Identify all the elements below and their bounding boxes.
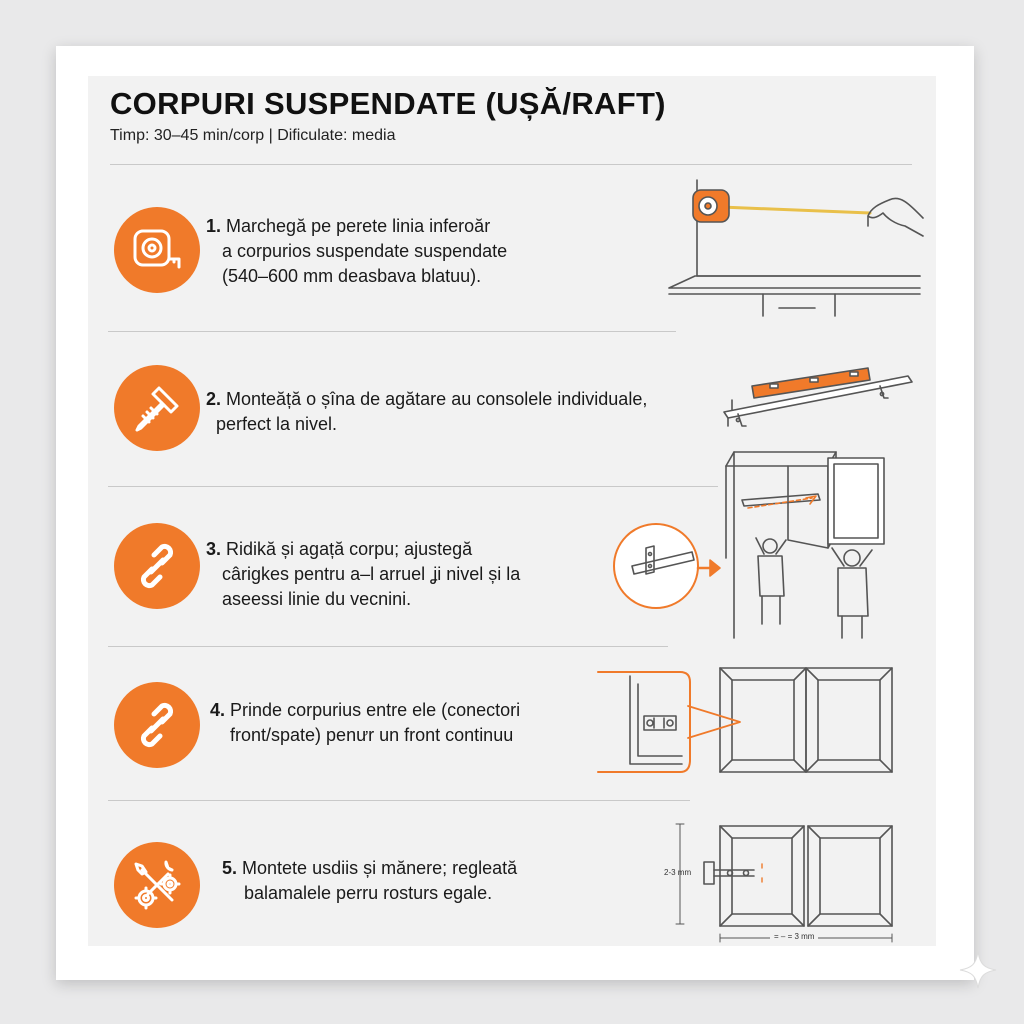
screw-icon (129, 380, 185, 436)
step-line: Prinde corpurius entre ele (conectori (230, 700, 521, 720)
step-line: cârigkes pentru a–l arruel ʝi nivel și la (222, 564, 521, 584)
step-4-illustration-cabinet-connector (570, 664, 900, 780)
chain-link-icon (130, 539, 184, 593)
page-title: CORPURI SUSPENDATE (UȘĂ/RAFT) (110, 86, 666, 121)
divider (108, 646, 668, 647)
step-number: 5. (222, 858, 238, 878)
step-number: 2. (206, 389, 222, 409)
step-line: Montete usdiis și mănere; regleată (242, 858, 518, 878)
step-5-icon-badge (114, 842, 200, 928)
page-subtitle: Timp: 30–45 min/corp | Dificulate: media (110, 127, 396, 144)
step-line: front/spate) penưr un front continuu (230, 725, 514, 745)
chain-link-icon (130, 698, 184, 752)
tools-gear-icon (128, 856, 186, 914)
sparkle-icon (958, 950, 998, 990)
step-line: Montеăță o șîna de agătare au consolele individuale, (226, 389, 648, 409)
step-2-text (206, 387, 647, 437)
step-number: 3. (206, 539, 222, 559)
step-4-icon-badge (114, 682, 200, 768)
step-3-icon-badge (114, 523, 200, 609)
step-line: balamalele perru rosturs egale. (244, 883, 493, 903)
step-line: (540–600 mm deasbava blatuu). (222, 266, 482, 286)
step-1-icon-badge (114, 207, 200, 293)
step-line: a corpurios suspendate suspendate (222, 241, 508, 261)
tape-measure-icon (130, 223, 184, 277)
step-5-text (222, 856, 517, 906)
step-2-icon-badge (114, 365, 200, 451)
step-line: Ridikă și agață corpu; ajustegă (226, 539, 473, 559)
gap-dimension-label: 2-3 mm (664, 868, 692, 877)
step-3-illustration-lifting-cabinet (606, 448, 896, 644)
step-line: Marchegă pe perete linia inferoăr (226, 216, 491, 236)
step-3-text (206, 537, 520, 612)
step-number: 1. (206, 216, 222, 236)
step-5-illustration-door-alignment (664, 820, 904, 948)
step-line: asеessi linie du vecnini. (222, 589, 412, 609)
divider (108, 800, 690, 801)
divider (108, 331, 676, 332)
step-2-illustration-level-rail (718, 360, 918, 432)
bottom-dimension-label: = – = 3 mm (770, 932, 818, 941)
step-1-text (206, 214, 507, 289)
step-number: 4. (210, 700, 226, 720)
step-4-text (210, 698, 520, 748)
step-line: perfect la nivel. (216, 414, 338, 434)
step-1-illustration-wall-marking (665, 176, 925, 321)
divider (110, 164, 912, 165)
